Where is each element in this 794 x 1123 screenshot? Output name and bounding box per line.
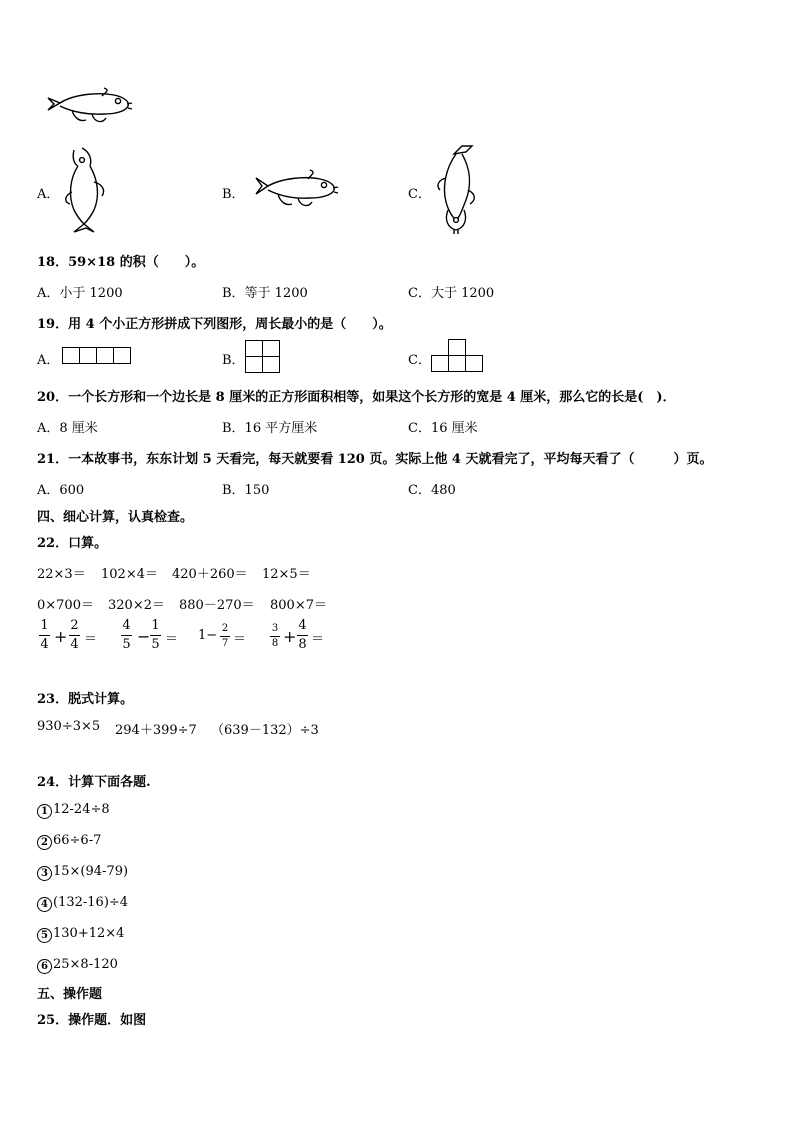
q20-option-b: B．16 平方厘米 — [222, 421, 318, 436]
operator: − — [137, 627, 151, 646]
q18-option-b: B．等于 1200 — [222, 286, 308, 301]
q20-option-c: C．16 厘米 — [408, 421, 478, 436]
square-cell — [448, 339, 466, 356]
denominator: 8 — [271, 638, 279, 649]
q18-stem: 18．59×18 的积（ ）。 — [37, 255, 205, 270]
numerator: 1 — [151, 618, 160, 633]
equals: ＝ — [84, 632, 98, 647]
q22-r2-item: 880－270＝ — [179, 598, 255, 613]
fraction — [39, 618, 50, 653]
q24-expression: 25×8-120 — [53, 957, 118, 972]
circled-number: 4 — [37, 897, 52, 912]
fraction — [150, 618, 161, 653]
fraction — [297, 618, 308, 653]
denominator: 8 — [298, 637, 307, 652]
fraction — [270, 623, 280, 650]
square-cell — [448, 355, 466, 372]
q24-item — [37, 957, 118, 974]
q22-r2-item: 0×700＝ — [37, 598, 94, 613]
fish-horizontal-icon — [252, 168, 340, 212]
q22-r1-item: 420＋260＝ — [172, 567, 248, 582]
q23-stem: 23．脱式计算。 — [37, 692, 134, 707]
fish-vertical-down-icon — [432, 144, 482, 234]
q19-stem: 19．用 4 个小正方形拼成下列图形，周长最小的是（ ）。 — [37, 317, 392, 332]
q25-stem: 25．操作题．如图 — [37, 1013, 147, 1028]
square-cell — [431, 355, 449, 372]
denominator: 4 — [40, 637, 49, 652]
fraction — [69, 618, 80, 653]
q17-option-a-label: A． — [37, 187, 60, 202]
square-cell — [465, 355, 483, 372]
numerator: 2 — [70, 618, 79, 633]
equals: ＝ — [165, 632, 179, 647]
q24-stem: 24．计算下面各题. — [37, 775, 151, 790]
q24-item — [37, 926, 124, 943]
denominator: 5 — [122, 637, 131, 652]
q24-item — [37, 864, 128, 881]
circled-number: 3 — [37, 866, 52, 881]
operator: + — [54, 627, 68, 646]
square-cell — [262, 356, 280, 373]
q22-r2-item: 800×7＝ — [270, 598, 327, 613]
q17-option-b-label: B． — [222, 187, 245, 202]
q17-option-c-label: C． — [408, 187, 431, 202]
q22-stem: 22．口算。 — [37, 536, 108, 551]
fraction — [121, 618, 132, 653]
q23-item: 294＋399÷7 — [115, 723, 197, 738]
shape-c-t-shape — [431, 339, 485, 372]
q19-option-b: B． — [222, 353, 245, 368]
q24-item — [37, 833, 101, 850]
section-5-heading: 五、操作题 — [37, 987, 103, 1002]
denominator: 4 — [70, 637, 79, 652]
q21-option-a: A．600 — [37, 483, 85, 498]
numerator: 1 — [40, 618, 49, 633]
square-cell — [62, 347, 80, 364]
operator: + — [283, 627, 297, 646]
q23-item: （639－132）÷3 — [211, 723, 319, 738]
numerator: 4 — [122, 618, 131, 633]
whole-minus: 1− — [198, 628, 218, 643]
q24-item — [37, 895, 128, 912]
square-cell — [262, 340, 280, 357]
q24-expression: 12-24÷8 — [53, 802, 110, 817]
numerator: 2 — [221, 623, 229, 634]
q24-expression: 66÷6-7 — [53, 833, 102, 848]
denominator: 5 — [151, 637, 160, 652]
q18-option-c: C．大于 1200 — [408, 286, 495, 301]
shape-b-two-by-two — [245, 340, 280, 373]
denominator: 7 — [221, 638, 229, 649]
q19-option-c: C． — [408, 353, 431, 368]
fraction — [220, 623, 230, 650]
q21-stem: 21．一本故事书，东东计划 5 天看完，每天就要看 120 页。实际上他 4 天就看完了，平均每天看了（ ）页。 — [37, 452, 713, 467]
fish-vertical-up-icon — [60, 146, 110, 234]
q22-r1-item: 22×3＝ — [37, 567, 86, 582]
q22-r1-item: 12×5＝ — [262, 567, 311, 582]
q21-option-b: B．150 — [222, 483, 270, 498]
q19-option-a: A． — [37, 353, 60, 368]
q24-item — [37, 802, 110, 819]
q20-stem: 20．一个长方形和一个边长是 8 厘米的正方形面积相等，如果这个长方形的宽是 4 厘米，那么它的长是( )． — [37, 390, 676, 405]
equals: ＝ — [311, 632, 325, 647]
q24-expression: 15×(94-79) — [53, 864, 129, 879]
square-cell — [79, 347, 97, 364]
equals: ＝ — [233, 632, 247, 647]
q22-r1-item: 102×4＝ — [101, 567, 158, 582]
square-cell — [245, 340, 263, 357]
circled-number: 2 — [37, 835, 52, 850]
q20-option-a: A．8 厘米 — [37, 421, 98, 436]
q21-option-c: C．480 — [408, 483, 456, 498]
circled-number: 5 — [37, 928, 52, 943]
section-4-heading: 四、细心计算，认真检查。 — [37, 510, 194, 525]
q18-option-a: A．小于 1200 — [37, 286, 123, 301]
square-cell — [245, 356, 263, 373]
numerator: 3 — [271, 623, 279, 634]
fish-original-icon — [44, 86, 134, 128]
q23-item: 930÷3×5 — [37, 719, 101, 734]
numerator: 4 — [298, 618, 307, 633]
q24-expression: (132-16)÷4 — [53, 895, 129, 910]
q22-r2-item: 320×2＝ — [108, 598, 165, 613]
square-cell — [113, 347, 131, 364]
shape-a-row-of-four — [62, 347, 130, 364]
q24-expression: 130+12×4 — [53, 926, 125, 941]
square-cell — [96, 347, 114, 364]
circled-number: 6 — [37, 959, 52, 974]
circled-number: 1 — [37, 804, 52, 819]
